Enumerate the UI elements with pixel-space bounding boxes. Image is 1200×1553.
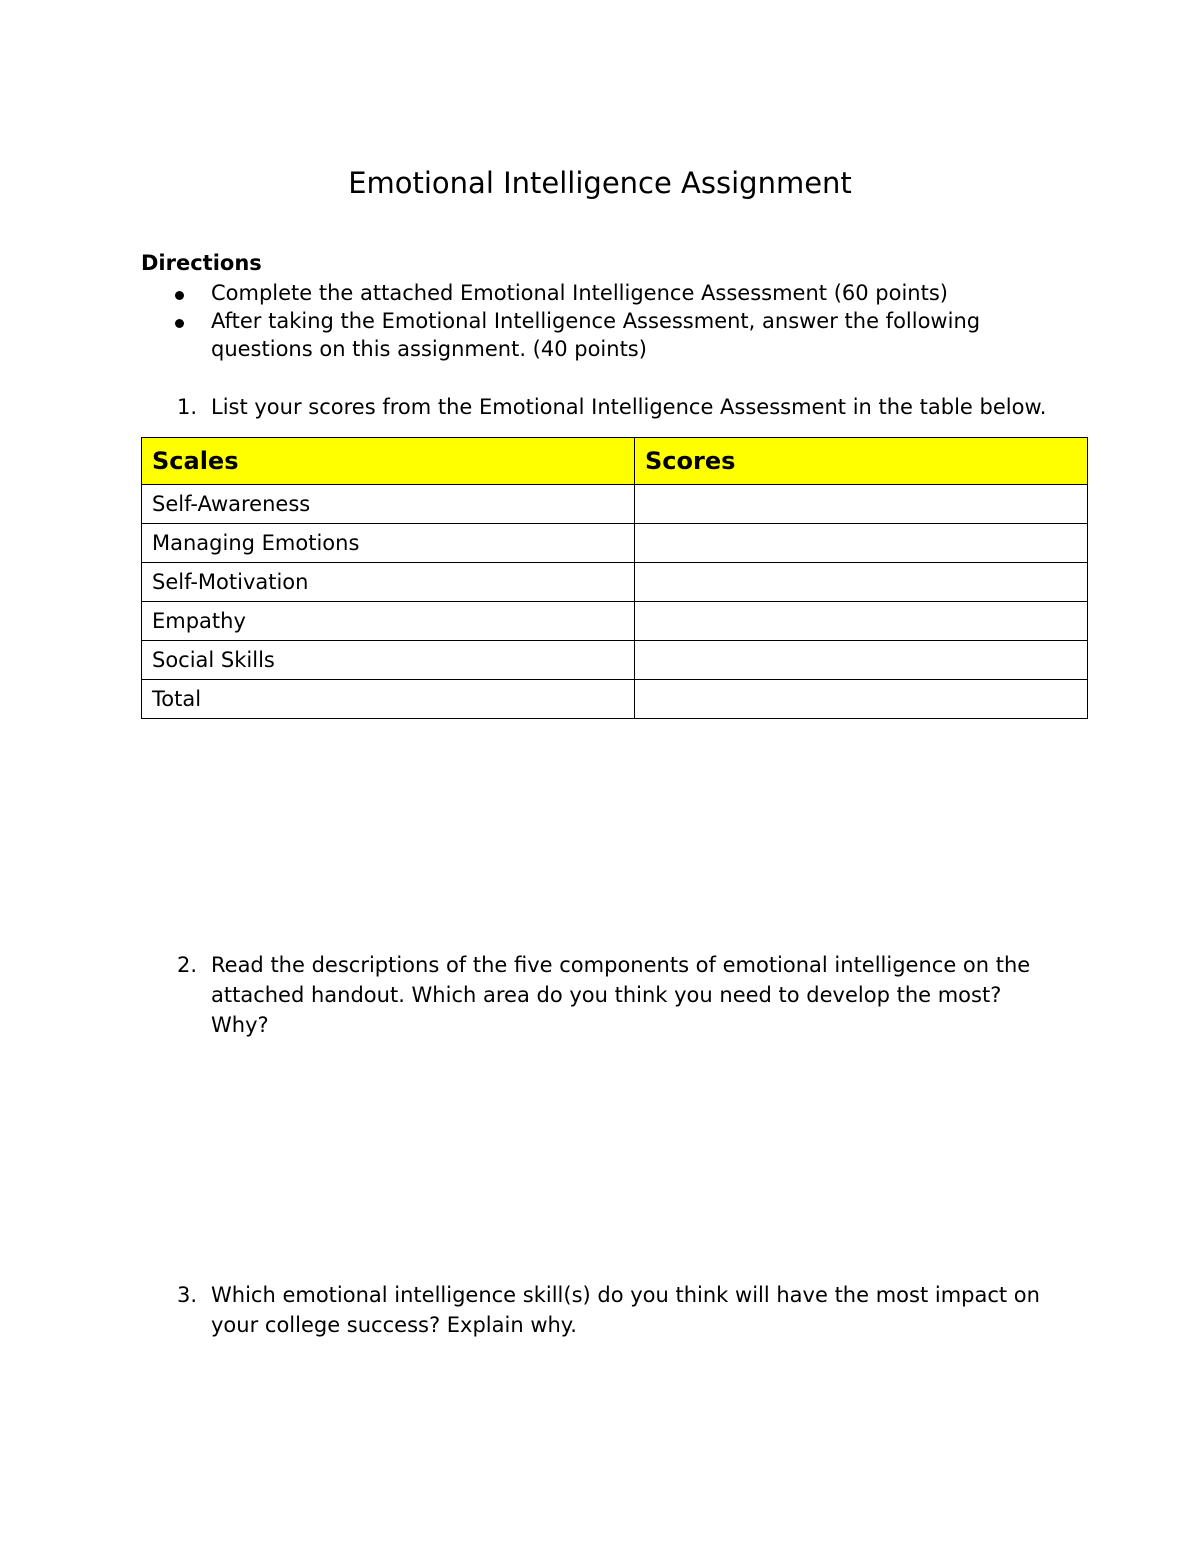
scores-table — [141, 437, 1088, 719]
table-row — [142, 641, 1088, 680]
scale-cell: Social Skills — [142, 641, 635, 680]
scale-cell: Empathy — [142, 602, 635, 641]
score-cell[interactable] — [635, 524, 1088, 563]
score-cell[interactable] — [635, 680, 1088, 719]
table-row — [142, 524, 1088, 563]
question-text: List your scores from the Emotional Intelligence Assessment in the table below. — [211, 395, 1047, 419]
table-row — [142, 563, 1088, 602]
scale-cell: Self-Awareness — [142, 485, 635, 524]
bullet-icon — [175, 319, 184, 328]
header-scales: Scales — [142, 438, 635, 485]
bullet-text: After taking the Emotional Intelligence Assessment, answer the following questions on this assignment. (40 points) — [211, 309, 981, 361]
score-cell[interactable] — [635, 485, 1088, 524]
question-number: 3. — [177, 1283, 198, 1307]
score-cell[interactable] — [635, 563, 1088, 602]
scale-cell: Managing Emotions — [142, 524, 635, 563]
score-cell[interactable] — [635, 641, 1088, 680]
table-row — [142, 680, 1088, 719]
question-text: Read the descriptions of the five components of emotional intelligence on the attached handout. Which area do you think you need to develop the most? Why? — [211, 953, 1031, 1037]
table-header-row — [142, 438, 1088, 485]
table-row — [142, 485, 1088, 524]
score-cell[interactable] — [635, 602, 1088, 641]
scale-cell: Total — [142, 680, 635, 719]
bullet-text: Complete the attached Emotional Intelligence Assessment (60 points) — [211, 281, 948, 305]
scale-cell: Self-Motivation — [142, 563, 635, 602]
question-number: 1. — [177, 395, 198, 419]
document-title: Emotional Intelligence Assignment — [348, 166, 852, 200]
table-row — [142, 602, 1088, 641]
directions-heading: Directions — [141, 251, 262, 275]
question-text: Which emotional intelligence skill(s) do you think will have the most impact on your college success? Explain why. — [211, 1283, 1040, 1337]
bullet-icon — [175, 291, 184, 300]
header-scores: Scores — [635, 438, 1088, 485]
question-number: 2. — [177, 953, 198, 977]
